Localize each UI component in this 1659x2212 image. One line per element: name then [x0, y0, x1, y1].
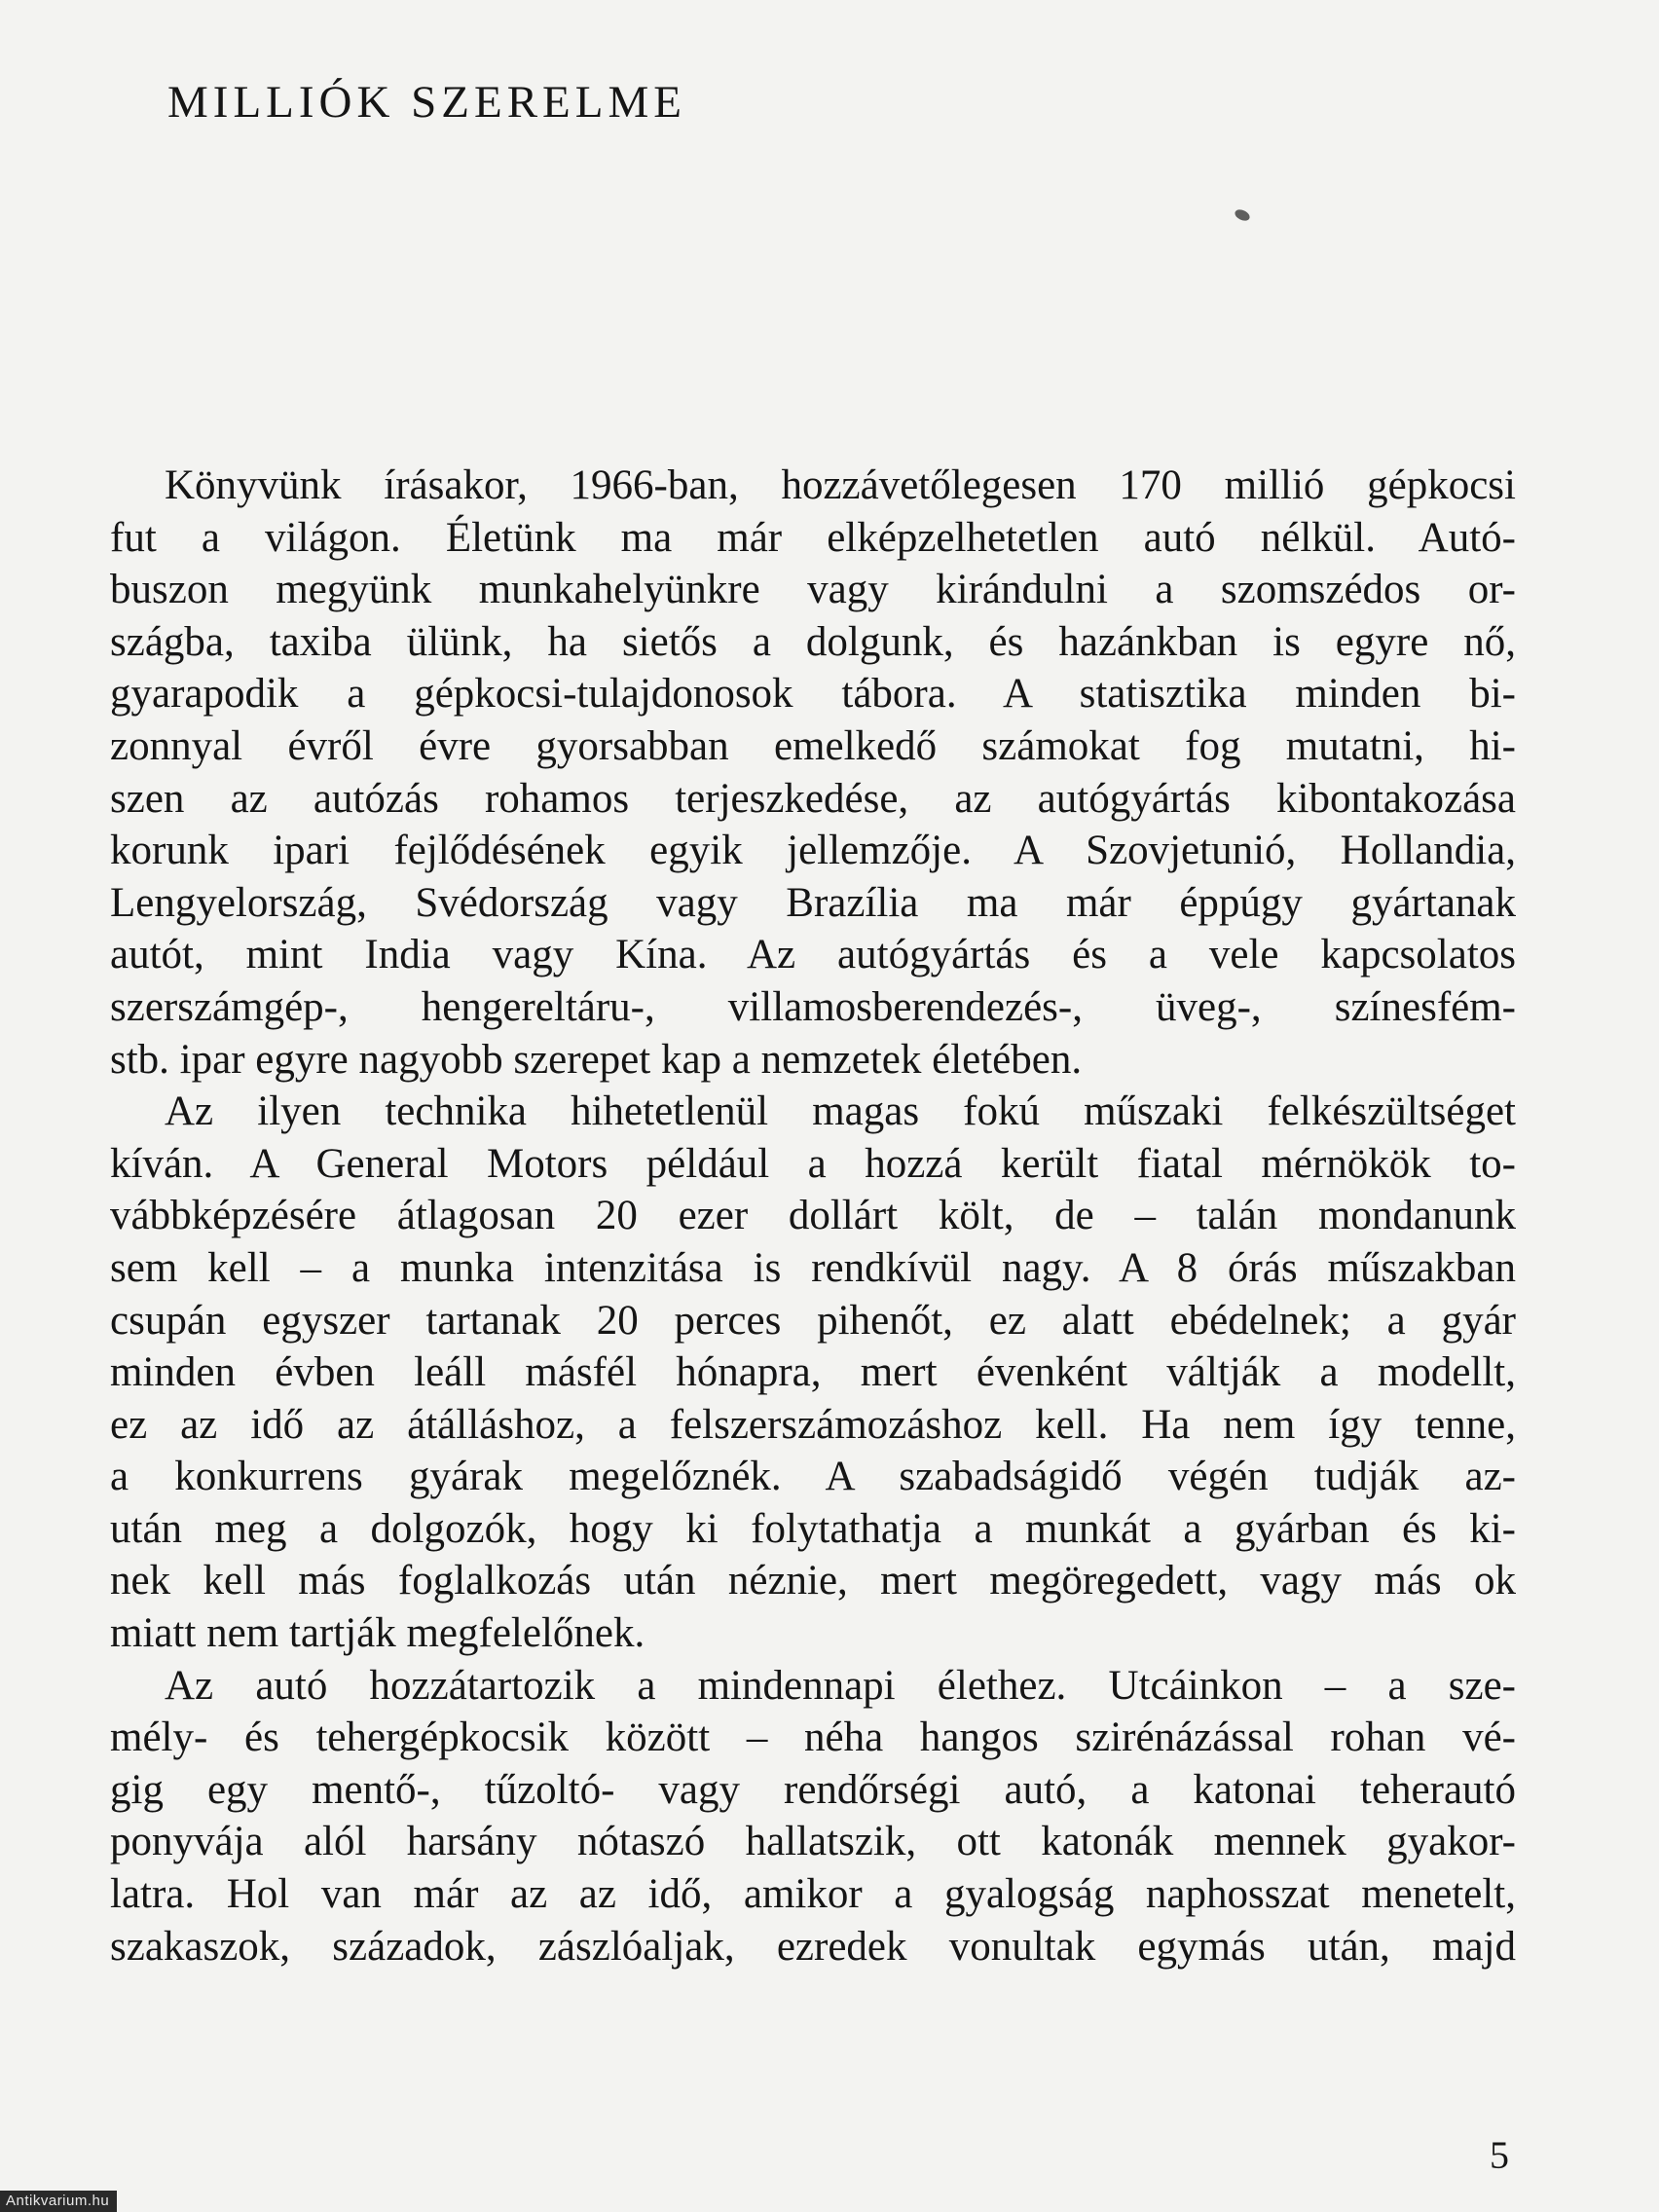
text-line: a konkurrens gyárak megelőznék. A szabadságidő végén tudják az-: [110, 1454, 1516, 1500]
ink-speck: [1234, 207, 1252, 223]
chapter-title: MILLIÓK SZERELME: [167, 77, 686, 128]
text-line: Az ilyen technika hihetetlenül magas fokú műszaki felkészültséget: [165, 1088, 1516, 1135]
page-number: 5: [1490, 2133, 1509, 2177]
text-line: szerszámgép-, hengereltáru-, villamosberendezés-, üveg-, színesfém-: [110, 983, 1516, 1030]
text-line: szen az autózás rohamos terjeszkedése, az autógyártás kibontakozása: [110, 775, 1516, 822]
text-line: ez az idő az átálláshoz, a felszerszámozáshoz kell. Ha nem így tenne,: [110, 1401, 1516, 1448]
text-line: minden évben leáll másfél hónapra, mert évenként váltják a modellt,: [110, 1349, 1516, 1396]
text-line: mély- és tehergépkocsik között – néha hangos szirénázással rohan vé-: [110, 1714, 1516, 1761]
text-line: Az autó hozzátartozik a mindennapi élethez. Utcáinkon – a sze-: [165, 1662, 1516, 1709]
text-line: gyarapodik a gépkocsi-tulajdonosok tábora. A statisztika minden bi-: [110, 671, 1516, 718]
paragraph-1: [110, 460, 1516, 1086]
text-line: Könyvünk írásakor, 1966-ban, hozzávetőlegesen 170 millió gépkocsi: [165, 462, 1516, 508]
text-line: miatt nem tartják megfelelőnek.: [110, 1610, 645, 1657]
text-line: ponyvája alól harsány nótaszó hallatszik, ott katonák mennek gyakor-: [110, 1819, 1516, 1865]
text-line: korunk ipari fejlődésének egyik jellemzője. A Szovjetunió, Hollandia,: [110, 828, 1516, 874]
text-line: zonnyal évről évre gyorsabban emelkedő számokat fog mutatni, hi-: [110, 722, 1516, 769]
text-line: buszon megyünk munkahelyünkre vagy kirándulni a szomszédos or-: [110, 567, 1516, 613]
text-line: után meg a dolgozók, hogy ki folytathatja a munkát a gyárban és ki-: [110, 1505, 1516, 1552]
paragraph-2: [110, 1086, 1516, 1660]
text-line: fut a világon. Életünk ma már elképzelhetetlen autó nélkül. Autó-: [110, 514, 1516, 561]
text-line: vábbképzésére átlagosan 20 ezer dollárt költ, de – talán mondanunk: [110, 1193, 1516, 1239]
text-line: gig egy mentő-, tűzoltó- vagy rendőrségi autó, a katonai teherautó: [110, 1766, 1516, 1813]
text-line: latra. Hol van már az az idő, amikor a gyalogság naphosszat menetelt,: [110, 1871, 1516, 1918]
body-text: [110, 460, 1516, 1972]
text-line: csupán egyszer tartanak 20 perces pihenőt, ez alatt ebédelnek; a gyár: [110, 1297, 1516, 1344]
text-line: sem kell – a munka intenzitása is rendkívül nagy. A 8 órás műszakban: [110, 1244, 1516, 1291]
text-line: Lengyelország, Svédország vagy Brazília ma már éppúgy gyártanak: [110, 879, 1516, 926]
text-line: szakaszok, századok, zászlóaljak, ezredek vonultak egymás után, majd: [110, 1923, 1516, 1970]
watermark: Antikvarium.hu: [0, 2191, 117, 2212]
paragraph-3: [110, 1660, 1516, 1973]
text-line: autót, mint India vagy Kína. Az autógyártás és a vele kapcsolatos: [110, 932, 1516, 978]
text-line: stb. ipar egyre nagyobb szerepet kap a nemzetek életében.: [110, 1036, 1083, 1083]
text-line: szágba, taxiba ülünk, ha sietős a dolgunk, és hazánkban is egyre nő,: [110, 618, 1516, 665]
text-line: kíván. A General Motors például a hozzá került fiatal mérnökök to-: [110, 1140, 1516, 1187]
text-line: nek kell más foglalkozás után néznie, mert megöregedett, vagy más ok: [110, 1558, 1516, 1604]
